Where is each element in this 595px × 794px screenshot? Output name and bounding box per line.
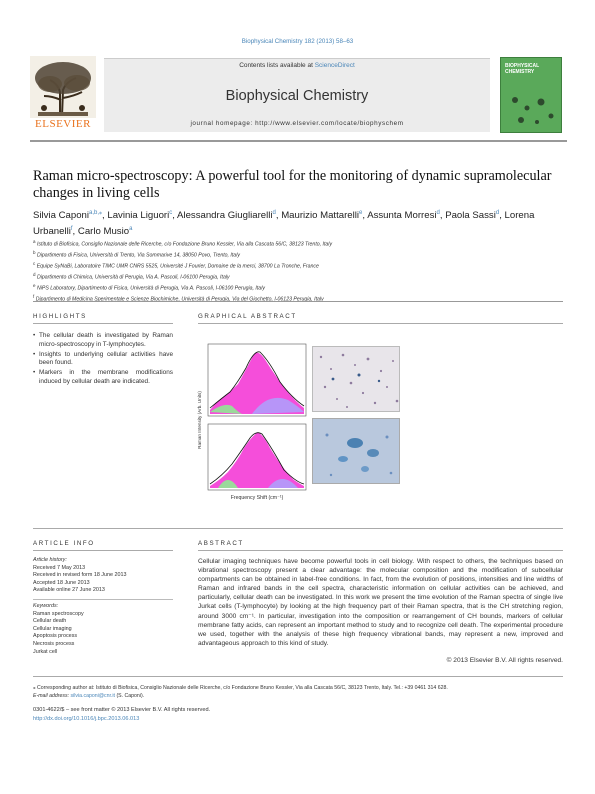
- stained-cells-icon: [313, 419, 401, 485]
- history-item: Received in revised form 18 June 2013: [33, 572, 127, 579]
- homepage-link[interactable]: http://www.elsevier.com/locate/biophyschem: [255, 120, 404, 127]
- raman-spectra-figure: [198, 340, 308, 502]
- contents-prefix: Contents lists available at: [239, 62, 315, 69]
- history-item: Received 7 May 2013: [33, 564, 86, 571]
- affiliation: $^c$ Equipe SyNaBi, Laboratoire TIMC UMR CNRS 5525, Université J Fourier, Domaine de la merci, 38700 La Tronche, France: [33, 261, 319, 270]
- doi-link[interactable]: http://dx.doi.org/10.1016/j.bpc.2013.06.013: [33, 715, 140, 722]
- history-item: Accepted 18 June 2013: [33, 579, 90, 586]
- article-info-heading: ARTICLE INFO: [33, 540, 95, 547]
- affiliation: $^a$ Istituto di Biofisica, Consiglio Nazionale delle Ricerche, c/o Fondazione Bruno Kessler, Via alla Cascata 56/C, 38123 Trento, Italy: [33, 239, 333, 248]
- divider: [198, 550, 563, 551]
- cover-title: BIOPHYSICAL CHEMISTRY: [505, 63, 540, 75]
- email-label: E-mail address:: [33, 693, 70, 699]
- history-item: Available online 27 June 2013: [33, 587, 105, 594]
- history-label: Article history:: [33, 557, 67, 563]
- homepage-prefix: journal homepage:: [190, 120, 256, 127]
- contents-line: [104, 62, 490, 69]
- affiliation: $^f$ Dipartimento di Medicina Sperimentale e Scienze Biochimiche, Università di Perugia, Via del Giochetto, I-06123 Perugia, Italy: [33, 294, 324, 303]
- cell-dots-icon: [313, 347, 401, 413]
- corresponding-author-footnote: [33, 684, 563, 700]
- sciencedirect-link[interactable]: ScienceDirect: [314, 62, 355, 69]
- abstract-heading: ABSTRACT: [198, 540, 244, 547]
- keyword: Jurkat cell: [33, 648, 58, 655]
- author[interactable]: Alessandra Giugliarelli$^d$: [177, 210, 276, 222]
- highlight-item: • Markers in the membrane modifications induced by cellular death are indicated.: [33, 369, 173, 387]
- author-list: Silvia Caponi$^{a,b,⁎}$, Lavinia Liguori$^c$, Alessandra Giugliarelli$^d$, Maurizio Mattarelli$^e$, Assunta Morresi$^d$, Paola Sassi$^d$, Lorena Urbanelli$^f$, Carlo Musio$^a$: [33, 210, 535, 237]
- y-axis-label: Raman Intensity (Arb. Units): [197, 391, 202, 449]
- keywords-label: Keywords:: [33, 602, 59, 609]
- highlight-item: • Insights to underlying cellular activities have been found.: [33, 351, 173, 369]
- highlights-heading: HIGHLIGHTS: [33, 313, 87, 320]
- article-title: Raman micro-spectroscopy: A powerful tool for the monitoring of dynamic supramolecular changes in living cells: [33, 168, 552, 201]
- author[interactable]: Assunta Morresi$^d$: [367, 210, 440, 222]
- affiliation: $^b$ Dipartimento di Fisica, Università di Trento, Via Sommarive 14, 38050 Povo, Trento, Italy: [33, 250, 240, 259]
- author[interactable]: Silvia Caponi$^{a,b,⁎}$: [33, 210, 103, 222]
- microscopy-image-top: [312, 346, 400, 412]
- keyword: Apoptosis process: [33, 633, 78, 640]
- article-info: [33, 557, 173, 656]
- page-footer: [33, 706, 333, 723]
- keyword: Cellular death: [33, 618, 67, 625]
- email-suffix: (S. Caponi).: [116, 693, 145, 699]
- keyword: Cellular imaging: [33, 625, 72, 632]
- author[interactable]: Carlo Musio$^a$: [77, 225, 133, 237]
- highlights-list: [33, 332, 173, 388]
- highlight-item: • The cellular death is investigated by Raman micro-spectroscopy in T-lymphocytes.: [33, 332, 173, 350]
- copyright: © 2013 Elsevier B.V. All rights reserved.: [446, 657, 563, 664]
- author[interactable]: Lorena Urbanelli$^f$: [33, 210, 535, 237]
- graphical-abstract-heading: GRAPHICAL ABSTRACT: [198, 313, 297, 320]
- author[interactable]: Lavinia Liguori$^c$: [107, 210, 173, 222]
- divider: [198, 323, 563, 324]
- divider: [33, 676, 563, 677]
- footnote-text: ⁎ Corresponding author at: Istituto di Biofisica, Consiglio Nazionale delle Ricerche, c/o Fondazione Bruno Kessler, Via alla Cascata 56/C, 38123 Trento, Italy. Tel.: +39 0461 314 628.: [33, 685, 448, 691]
- keyword: Raman spectroscopy: [33, 610, 84, 617]
- divider: [33, 550, 173, 551]
- affiliation: $^d$ Dipartimento di Chimica, Università di Perugia, Via A. Pascoli, I-06100 Perugia, Italy: [33, 272, 230, 281]
- journal-homepage: [104, 120, 490, 127]
- divider: [33, 301, 563, 302]
- x-axis-label: Frequency Shift (cm⁻¹): [230, 495, 284, 501]
- journal-title: Biophysical Chemistry: [225, 88, 369, 104]
- affiliation-list: [33, 238, 558, 304]
- author[interactable]: Paola Sassi$^d$: [445, 210, 500, 222]
- affiliation: $^e$ NiPS Laboratory, Dipartimento di Fisica, Università di Perugia, Via A. Pascoli, I-06100 Perugia, Italy: [33, 283, 265, 292]
- email-link[interactable]: silvia.caponi@cnr.it: [70, 693, 115, 699]
- divider: [33, 323, 173, 324]
- divider: [33, 528, 563, 529]
- journal-reference[interactable]: Biophysical Chemistry 182 (2013) 58–63: [241, 38, 354, 45]
- author[interactable]: Maurizio Mattarelli$^e$: [281, 210, 363, 222]
- divider: [33, 599, 173, 600]
- microscopy-image-bottom: [312, 418, 400, 484]
- publisher-name: ELSEVIER: [35, 118, 91, 130]
- email-line: [33, 692, 563, 700]
- keyword: Necrosis process: [33, 640, 75, 647]
- issn-line: 0301-4622/$ – see front matter © 2013 Elsevier B.V. All rights reserved.: [33, 707, 211, 713]
- abstract-text: Cellular imaging techniques have become powerful tools in cell biology. With respect to others, the techniques based on vibrational spectroscopy present a clear advantage: the molecular composition and the modification of subcellular compartments can be obtained in label-free conditions. In fact, from the evolution of positions, intensities and line widths of Raman and infrared bands in the cell spectra, characteristic information on cellular activities can be achieved, and particularly, cellular death can be investigated. In this work we present the time evolution of the Raman spectra of single live Jurkat cells (T-lymphocyte) by looking at the high frequency part of their Raman spectra, that is the CH stretching region, around 3000 cm⁻¹. In particular, investigation into the composition or rearrangement of CH bounds, markers of cellular membrane fatty acids, can represent an important method to study and to recognize cell death. The experimental procedure we used, together with the analysis of these high frequency vibrational bands, may represent a new, improved and advantageous approach to this kind of study.: [198, 558, 563, 647]
